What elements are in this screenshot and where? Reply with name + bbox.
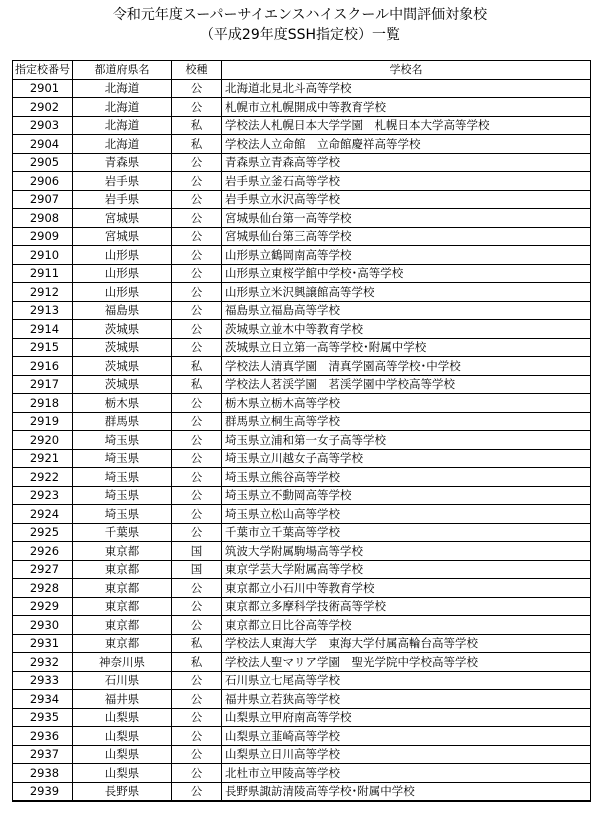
school-type-cell: 公 (172, 597, 222, 616)
table-row (13, 135, 591, 154)
school-name-cell: 宮城県仙台第一高等学校 (222, 209, 591, 228)
school-number-cell: 2920 (13, 431, 73, 450)
school-name-cell: 学校法人東海大学 東海大学付属高輪台高等学校 (222, 634, 591, 653)
prefecture-cell: 山梨県 (73, 727, 172, 746)
school-type-cell: 公 (172, 579, 222, 598)
school-name-cell: 埼玉県立松山高等学校 (222, 505, 591, 524)
school-name-cell: 岩手県立釜石高等学校 (222, 172, 591, 191)
school-type-cell: 公 (172, 468, 222, 487)
prefecture-cell: 東京都 (73, 560, 172, 579)
table-row (13, 320, 591, 339)
prefecture-cell: 茨城県 (73, 375, 172, 394)
prefecture-cell: 岩手県 (73, 190, 172, 209)
prefecture-cell: 埼玉県 (73, 431, 172, 450)
prefecture-cell: 北海道 (73, 135, 172, 154)
prefecture-cell: 神奈川県 (73, 653, 172, 672)
school-type-cell: 公 (172, 246, 222, 265)
prefecture-cell: 埼玉県 (73, 486, 172, 505)
school-type-cell: 私 (172, 375, 222, 394)
school-number-cell: 2936 (13, 727, 73, 746)
school-name-cell: 茨城県立並木中等教育学校 (222, 320, 591, 339)
prefecture-cell: 石川県 (73, 671, 172, 690)
school-type-cell: 公 (172, 301, 222, 320)
table-row (13, 764, 591, 783)
school-number-cell: 2930 (13, 616, 73, 635)
prefecture-cell: 東京都 (73, 542, 172, 561)
prefecture-cell: 山梨県 (73, 708, 172, 727)
school-name-cell: 学校法人聖マリア学園 聖光学院中学校高等学校 (222, 653, 591, 672)
table-row (13, 745, 591, 764)
school-number-cell: 2923 (13, 486, 73, 505)
school-type-cell: 公 (172, 338, 222, 357)
prefecture-cell: 山形県 (73, 264, 172, 283)
school-number-cell: 2938 (13, 764, 73, 783)
school-number-cell: 2925 (13, 523, 73, 542)
school-name-cell: 長野県諏訪清陵高等学校･附属中学校 (222, 782, 591, 801)
school-number-cell: 2926 (13, 542, 73, 561)
table-row (13, 338, 591, 357)
header-school-number: 指定校番号 (13, 61, 73, 80)
school-number-cell: 2924 (13, 505, 73, 524)
school-type-cell: 公 (172, 782, 222, 801)
table-row (13, 264, 591, 283)
school-type-cell: 公 (172, 283, 222, 302)
school-name-cell: 群馬県立桐生高等学校 (222, 412, 591, 431)
table-row (13, 782, 591, 801)
school-type-cell: 私 (172, 634, 222, 653)
school-number-cell: 2915 (13, 338, 73, 357)
prefecture-cell: 茨城県 (73, 357, 172, 376)
school-type-cell: 公 (172, 616, 222, 635)
table-row (13, 394, 591, 413)
document-subtitle: （平成29年度SSH指定校）一覧 (199, 27, 401, 43)
school-number-cell: 2907 (13, 190, 73, 209)
school-number-cell: 2929 (13, 597, 73, 616)
school-name-cell: 岩手県立水沢高等学校 (222, 190, 591, 209)
table-row (13, 653, 591, 672)
school-number-cell: 2901 (13, 79, 73, 98)
school-number-cell: 2908 (13, 209, 73, 228)
school-type-cell: 公 (172, 79, 222, 98)
school-number-cell: 2928 (13, 579, 73, 598)
school-name-cell: 札幌市立札幌開成中等教育学校 (222, 98, 591, 117)
prefecture-cell: 東京都 (73, 579, 172, 598)
school-name-cell: 埼玉県立浦和第一女子高等学校 (222, 431, 591, 450)
school-name-cell: 山梨県立甲府南高等学校 (222, 708, 591, 727)
school-number-cell: 2912 (13, 283, 73, 302)
school-name-cell: 北海道北見北斗高等学校 (222, 79, 591, 98)
prefecture-cell: 東京都 (73, 616, 172, 635)
school-name-cell: 学校法人立命館 立命館慶祥高等学校 (222, 135, 591, 154)
table-row (13, 616, 591, 635)
table-row (13, 579, 591, 598)
school-type-cell: 公 (172, 227, 222, 246)
school-number-cell: 2910 (13, 246, 73, 265)
school-type-cell: 公 (172, 153, 222, 172)
school-name-cell: 宮城県仙台第三高等学校 (222, 227, 591, 246)
table-row (13, 79, 591, 98)
header-school-type: 校種 (172, 61, 222, 80)
school-type-cell: 公 (172, 98, 222, 117)
prefecture-cell: 北海道 (73, 79, 172, 98)
school-number-cell: 2913 (13, 301, 73, 320)
school-name-cell: 千葉市立千葉高等学校 (222, 523, 591, 542)
school-name-cell: 石川県立七尾高等学校 (222, 671, 591, 690)
school-name-cell: 埼玉県立熊谷高等学校 (222, 468, 591, 487)
school-type-cell: 公 (172, 172, 222, 191)
school-type-cell: 公 (172, 264, 222, 283)
school-name-cell: 山形県立米沢興譲館高等学校 (222, 283, 591, 302)
prefecture-cell: 宮城県 (73, 227, 172, 246)
prefecture-cell: 北海道 (73, 98, 172, 117)
table-row (13, 634, 591, 653)
school-number-cell: 2919 (13, 412, 73, 431)
school-number-cell: 2921 (13, 449, 73, 468)
school-number-cell: 2934 (13, 690, 73, 709)
prefecture-cell: 山形県 (73, 246, 172, 265)
school-number-cell: 2922 (13, 468, 73, 487)
school-number-cell: 2902 (13, 98, 73, 117)
school-type-cell: 公 (172, 190, 222, 209)
prefecture-cell: 宮城県 (73, 209, 172, 228)
table-row (13, 227, 591, 246)
school-type-cell: 私 (172, 357, 222, 376)
school-number-cell: 2905 (13, 153, 73, 172)
prefecture-cell: 山形県 (73, 283, 172, 302)
school-number-cell: 2931 (13, 634, 73, 653)
school-name-cell: 埼玉県立川越女子高等学校 (222, 449, 591, 468)
table-row (13, 357, 591, 376)
prefecture-cell: 福井県 (73, 690, 172, 709)
school-name-cell: 山梨県立韮崎高等学校 (222, 727, 591, 746)
school-type-cell: 国 (172, 560, 222, 579)
school-name-cell: 北杜市立甲陵高等学校 (222, 764, 591, 783)
school-type-cell: 公 (172, 209, 222, 228)
school-number-cell: 2916 (13, 357, 73, 376)
school-type-cell: 私 (172, 135, 222, 154)
school-name-cell: 山形県立鶴岡南高等学校 (222, 246, 591, 265)
school-number-cell: 2904 (13, 135, 73, 154)
table-row (13, 690, 591, 709)
school-number-cell: 2935 (13, 708, 73, 727)
school-type-cell: 公 (172, 727, 222, 746)
school-number-cell: 2906 (13, 172, 73, 191)
table-row (13, 153, 591, 172)
prefecture-cell: 北海道 (73, 116, 172, 135)
prefecture-cell: 栃木県 (73, 394, 172, 413)
school-name-cell: 福島県立福島高等学校 (222, 301, 591, 320)
prefecture-cell: 茨城県 (73, 320, 172, 339)
table-row (13, 671, 591, 690)
school-number-cell: 2914 (13, 320, 73, 339)
prefecture-cell: 東京都 (73, 597, 172, 616)
school-number-cell: 2903 (13, 116, 73, 135)
school-type-cell: 私 (172, 653, 222, 672)
table-row (13, 523, 591, 542)
table-row (13, 246, 591, 265)
header-prefecture: 都道府県名 (73, 61, 172, 80)
school-name-cell: 栃木県立栃木高等学校 (222, 394, 591, 413)
school-name-cell: 茨城県立日立第一高等学校･附属中学校 (222, 338, 591, 357)
table-row (13, 301, 591, 320)
school-number-cell: 2909 (13, 227, 73, 246)
school-name-cell: 山梨県立日川高等学校 (222, 745, 591, 764)
prefecture-cell: 東京都 (73, 634, 172, 653)
school-number-cell: 2927 (13, 560, 73, 579)
school-type-cell: 公 (172, 431, 222, 450)
prefecture-cell: 群馬県 (73, 412, 172, 431)
prefecture-cell: 茨城県 (73, 338, 172, 357)
school-name-cell: 東京都立日比谷高等学校 (222, 616, 591, 635)
school-name-cell: 東京都立小石川中等教育学校 (222, 579, 591, 598)
school-name-cell: 東京学芸大学附属高等学校 (222, 560, 591, 579)
school-name-cell: 東京都立多摩科学技術高等学校 (222, 597, 591, 616)
prefecture-cell: 長野県 (73, 782, 172, 801)
table-header-row (13, 61, 591, 80)
school-type-cell: 公 (172, 394, 222, 413)
table-row (13, 449, 591, 468)
table-row (13, 505, 591, 524)
school-number-cell: 2932 (13, 653, 73, 672)
table-row (13, 190, 591, 209)
school-name-cell: 山形県立東桜学館中学校･高等学校 (222, 264, 591, 283)
table-row (13, 172, 591, 191)
table-row (13, 597, 591, 616)
header-school-name: 学校名 (222, 61, 591, 80)
table-row (13, 727, 591, 746)
table-row (13, 375, 591, 394)
prefecture-cell: 山梨県 (73, 745, 172, 764)
school-type-cell: 公 (172, 671, 222, 690)
school-type-cell: 公 (172, 320, 222, 339)
table-row (13, 431, 591, 450)
school-table (12, 60, 591, 802)
school-type-cell: 公 (172, 486, 222, 505)
school-name-cell: 学校法人茗渓学園 茗渓学園中学校高等学校 (222, 375, 591, 394)
table-row (13, 116, 591, 135)
prefecture-cell: 埼玉県 (73, 449, 172, 468)
school-type-cell: 国 (172, 542, 222, 561)
school-type-cell: 公 (172, 523, 222, 542)
school-number-cell: 2918 (13, 394, 73, 413)
school-number-cell: 2911 (13, 264, 73, 283)
table-row (13, 209, 591, 228)
school-name-cell: 学校法人札幌日本大学学園 札幌日本大学高等学校 (222, 116, 591, 135)
school-name-cell: 福井県立若狭高等学校 (222, 690, 591, 709)
school-type-cell: 公 (172, 708, 222, 727)
school-number-cell: 2917 (13, 375, 73, 394)
table-row (13, 468, 591, 487)
table-row (13, 98, 591, 117)
table-row (13, 412, 591, 431)
table-row (13, 486, 591, 505)
school-type-cell: 私 (172, 116, 222, 135)
school-type-cell: 公 (172, 745, 222, 764)
document-title: 令和元年度スーパーサイエンスハイスクール中間評価対象校 (112, 7, 488, 23)
school-type-cell: 公 (172, 449, 222, 468)
prefecture-cell: 山梨県 (73, 764, 172, 783)
school-type-cell: 公 (172, 690, 222, 709)
school-number-cell: 2939 (13, 782, 73, 801)
school-name-cell: 学校法人清真学園 清真学園高等学校･中学校 (222, 357, 591, 376)
school-type-cell: 公 (172, 505, 222, 524)
school-name-cell: 青森県立青森高等学校 (222, 153, 591, 172)
school-type-cell: 公 (172, 764, 222, 783)
prefecture-cell: 岩手県 (73, 172, 172, 191)
prefecture-cell: 福島県 (73, 301, 172, 320)
school-type-cell: 公 (172, 412, 222, 431)
school-name-cell: 埼玉県立不動岡高等学校 (222, 486, 591, 505)
prefecture-cell: 青森県 (73, 153, 172, 172)
table-row (13, 283, 591, 302)
table-row (13, 560, 591, 579)
table-row (13, 708, 591, 727)
school-name-cell: 筑波大学附属駒場高等学校 (222, 542, 591, 561)
school-number-cell: 2937 (13, 745, 73, 764)
prefecture-cell: 埼玉県 (73, 505, 172, 524)
table-row (13, 542, 591, 561)
prefecture-cell: 埼玉県 (73, 468, 172, 487)
school-number-cell: 2933 (13, 671, 73, 690)
prefecture-cell: 千葉県 (73, 523, 172, 542)
